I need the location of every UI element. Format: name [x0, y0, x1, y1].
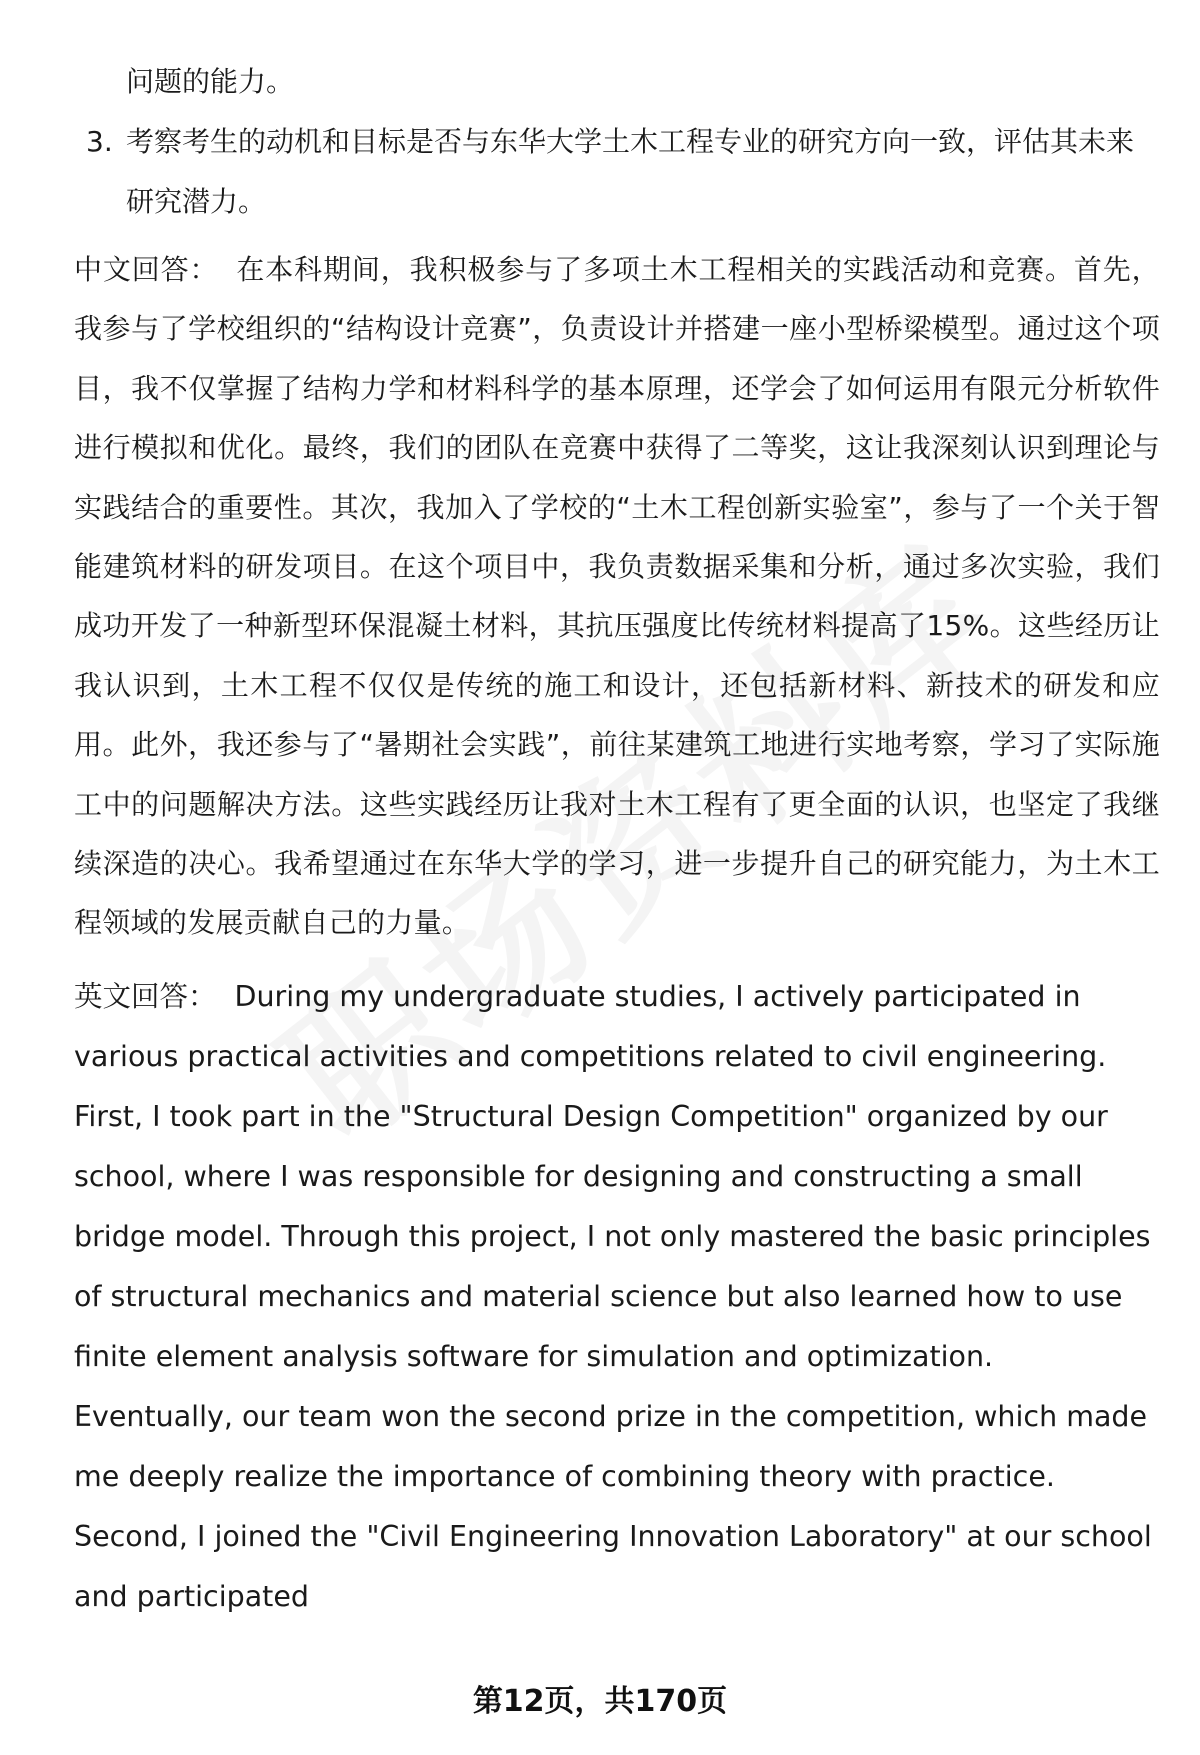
chinese-answer-paragraph — [74, 240, 1160, 953]
english-answer-label: 英文回答： — [74, 979, 217, 1013]
english-answer-paragraph — [74, 967, 1160, 1627]
list-item — [74, 112, 1160, 232]
continuation-text: 问题的能力。 — [126, 65, 295, 98]
list-item-number: 3. — [86, 125, 113, 158]
document-content — [74, 52, 1160, 1627]
chinese-answer-label: 中文回答： — [74, 253, 219, 286]
chinese-answer-text: 在本科期间，我积极参与了多项土木工程相关的实践活动和竞赛。首先，我参与了学校组织的“结构设计竞赛”，负责设计并搭建一座小型桥梁模型。通过这个项目，我不仅掌握了结构力学和材料科学的基本原理，还学会了如何运用有限元分析软件进行模拟和优化。最终，我们的团队在竞赛中获得了二等奖，这让我深刻认识到理论与实践结合的重要性。其次，我加入了学校的“土木工程创新实验室”，参与了一个关于智能建筑材料的研发项目。在这个项目中，我负责数据采集和分析，通过多次实验，我们成功开发了一种新型环保混凝土材料，其抗压强度比传统材料提高了15%。这些经历让我认识到，土木工程不仅仅是传统的施工和设计，还包括新材料、新技术的研发和应用。此外，我还参与了“暑期社会实践”，前往某建筑工地进行实地考察，学习了实际施工中的问题解决方法。这些实践经历让我对土木工程有了更全面的认识，也坚定了我继续深造的决心。我希望通过在东华大学的学习，进一步提升自己的研究能力，为土木工程领域的发展贡献自己的力量。 — [74, 253, 1160, 940]
page-number-footer: 第12页，共170页 — [472, 1684, 728, 1719]
english-answer-text: During my undergraduate studies, I actively participated in various practical activities and competitions related to civil engineering. First, I took part in the "Structural Design Competition" organized by our school, where I was responsible for designing and constructing a small bridge model. Through this project, I not only mastered the basic principles of structural mechanics and material science but also learned how to use finite element analysis software for simulation and optimization. Eventually, our team won the second prize in the competition, which made me deeply realize the importance of combining theory with practice. Second, I joined the "Civil Engineering Innovation Laboratory" at our school and participated — [74, 979, 1152, 1613]
list-item-text: 考察考生的动机和目标是否与东华大学土木工程专业的研究方向一致，评估其未来研究潜力。 — [126, 125, 1135, 218]
